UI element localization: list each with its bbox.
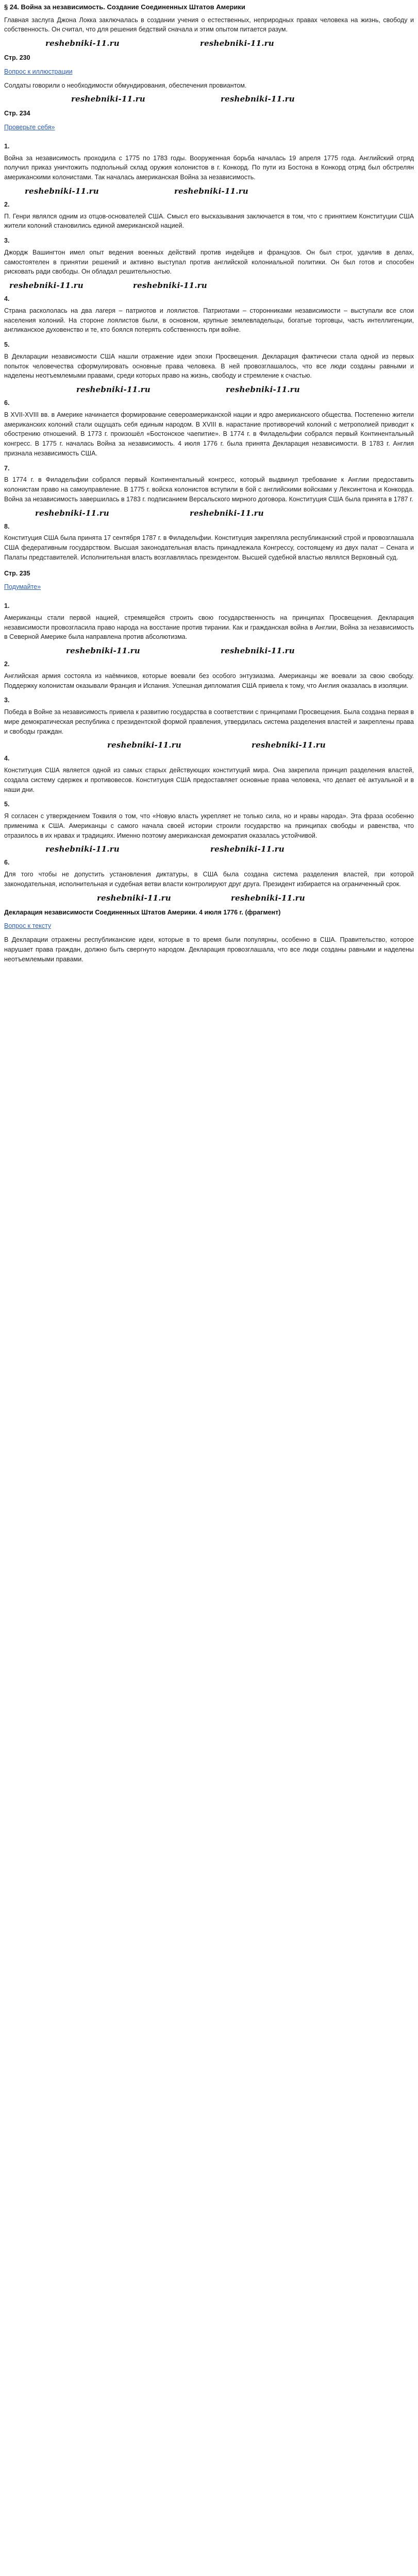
section-heading-235: Стр. 235 xyxy=(4,569,30,577)
answer-number: 7. xyxy=(4,464,10,472)
answer-item xyxy=(4,522,414,563)
answer-item xyxy=(4,464,414,504)
watermark-logo: reshebniki-11.ru xyxy=(200,39,274,48)
answer-item xyxy=(4,142,414,182)
think-number: 2. xyxy=(4,660,10,668)
document-heading: Декларация независимости Соединенных Штатов Америки. 4 июля 1776 г. (фрагмент) xyxy=(4,908,281,916)
illustration-question-link[interactable]: Вопрос к иллюстрации xyxy=(4,67,73,75)
think-number: 5. xyxy=(4,801,10,808)
think-number: 6. xyxy=(4,859,10,867)
think-item xyxy=(4,601,414,642)
answer-item xyxy=(4,200,414,231)
think-text: Я согласен с утверждением Токвиля о том, что «Новую власть укрепляет не только сила, но и нравы народа». Эта фраза особенно применима к США. Американцы с самого начала своей истории строили государство на принципах свободы и равенства, что отразилось в их нравах и традициях. Именно поэтому американская демократия оказалась устойчивой. xyxy=(4,812,414,839)
document-answer-text: В Декларации отражены республиканские идеи, которые в то время были популярны, особенно в США. Правительство, которое нарушает права граждан, должно быть свергнуто народом. Декларация провозглашала, что все люди созданы равными и наделены неотъемлемыми правами. xyxy=(4,936,414,963)
watermark-logo: reshebniki-11.ru xyxy=(226,385,300,394)
answer-text: Конституция США была принята 17 сентября 1787 г. в Филадельфии. Конституция закрепляла республиканский строй и провозглашала США федеративным государством. Высшая законодательная власть принадлежала Конгрессу, состоящему из двух палат – Сената и Палаты представителей. Исполнительная власть возглавлялась президентом. Высшей судебной властью являлся Верховный суд. xyxy=(4,534,414,561)
think-text: Конституция США является одной из самых старых действующих конституций мира. Она закрепила принцип разделения властей, создала систему сдержек и противовесов. Конституция США предоставляет основные права человека, что делает её актуальной и в наши дни. xyxy=(4,767,414,793)
watermark-row xyxy=(4,185,414,195)
watermark-logo: reshebniki-11.ru xyxy=(9,281,83,290)
answer-text-230: Солдаты говорили о необходимости обмундирования, обеспечения провиантом. xyxy=(4,81,247,89)
think-text: Победа в Войне за независимость привела к развитию государства в соответствии с принципами Просвещения. Была создана первая в мире демократическая республика с президентской формой правления, утвердилась система разделения властей и закреплены права и свободы граждан. xyxy=(4,708,414,735)
answer-number: 8. xyxy=(4,522,10,530)
watermark-logo: reshebniki-11.ru xyxy=(97,893,171,903)
think-item xyxy=(4,858,414,889)
watermark-logo: reshebniki-11.ru xyxy=(107,740,181,750)
watermark-row xyxy=(4,739,414,749)
watermark-logo: reshebniki-11.ru xyxy=(76,385,151,394)
watermark-row xyxy=(4,645,414,654)
page xyxy=(0,0,418,977)
think-link[interactable]: Подумайте» xyxy=(4,583,41,591)
page-title: § 24. Война за независимость. Создание Соединенных Штатов Америки xyxy=(4,3,245,11)
watermark-logo: reshebniki-11.ru xyxy=(45,39,120,48)
think-text: Американцы стали первой нацией, стремящейся строить свою государственность на принципах Просвещения. Декларация независимости провозгласила право народа на восстание против тирании. Как и гражданская война в Англии, Война за независимость в Северной Америке была направлена против абсолютизма. xyxy=(4,614,414,641)
think-item xyxy=(4,659,414,690)
watermark-logo: reshebniki-11.ru xyxy=(174,186,248,196)
answer-item xyxy=(4,398,414,459)
answer-item xyxy=(4,340,414,381)
think-number: 3. xyxy=(4,697,10,704)
watermark-row xyxy=(4,93,414,103)
answers-list xyxy=(4,142,414,563)
watermark-logo: reshebniki-11.ru xyxy=(133,281,207,290)
answer-number: 6. xyxy=(4,399,10,406)
answer-number: 2. xyxy=(4,200,10,208)
think-item xyxy=(4,754,414,794)
watermark-logo: reshebniki-11.ru xyxy=(25,186,99,196)
answer-number: 3. xyxy=(4,237,10,244)
watermark-logo: reshebniki-11.ru xyxy=(66,646,140,655)
answer-number: 5. xyxy=(4,341,10,348)
answer-item xyxy=(4,236,414,277)
watermark-logo: reshebniki-11.ru xyxy=(35,508,109,518)
think-item xyxy=(4,800,414,840)
answer-text: В 1774 г. в Филадельфии собрался первый Континентальный конгресс, который выдвинул требование к Англии предоставить колонистам право на самоуправление. В 1775 г. войска колонистов вступили в бой с английскими войсками у Лексингтона и Конкорда. Война за независимость завершилась в 1783 г. подписанием Версальского мирного договора. Конституция США была принята в 1787 г. xyxy=(4,476,414,503)
think-list xyxy=(4,601,414,889)
think-number: 4. xyxy=(4,755,10,762)
watermark-row xyxy=(4,507,414,517)
intro-paragraph: Главная заслуга Джона Локка заключалась в создании учения о естественных, неприродных правах человека на жизнь, свободу и собственность. Он считал, что для решения бедствий сначала и этим опытом питается разум. xyxy=(4,16,414,33)
answer-number: 4. xyxy=(4,295,10,302)
watermark-logo: reshebniki-11.ru xyxy=(231,893,305,903)
answer-number: 1. xyxy=(4,142,10,150)
check-yourself-link[interactable]: Проверьте себя» xyxy=(4,124,55,131)
text-question-link[interactable]: Вопрос к тексту xyxy=(4,922,52,930)
watermark-logo: reshebniki-11.ru xyxy=(210,844,285,854)
watermark-row xyxy=(4,280,414,289)
section-heading-230: Стр. 230 xyxy=(4,54,30,61)
answer-text: В XVII-XVIII вв. в Америке начинается формирование североамериканской нации и ядро американского общества. Постепенно жители американских колоний стали ощущать себя единым народом. В XVIII в. нарастание противоречий колоний с метрополией приводит к обострению отношений. В 1773 г. произошёл «Бостонское чаепитие». В 1774 г. в Филадельфии собрался первый Континентальный конгресс. В 1775 г. началась Война за независимость. 4 июля 1776 г. была принята Декларация независимости. В 1783 г. Англия признала независимость США. xyxy=(4,411,414,457)
answer-text: Джордж Вашингтон имел опыт ведения военных действий против индейцев и французов. Он был строг, удачлив в делах, самостоятелен в принятии решений и активно выступал против английской колониальной политики. Он был готов и способен рисковать ради свободы. Он обладал решительностью. xyxy=(4,248,414,276)
answer-text: Страна раскололась на два лагеря – патриотов и лоялистов. Патриотами – сторонниками независимости – выступали все слои населения колоний. На стороне лоялистов были, в основном, крупные землевладельцы, богатые торговцы, часть интеллигенции, англиканское духовенство и те, кто боялся потерять собственность при войне. xyxy=(4,307,414,334)
watermark-logo: reshebniki-11.ru xyxy=(71,94,145,104)
think-text: Для того чтобы не допустить установления диктатуры, в США была создана система разделения властей, при которой законодательная, исполнительная и судебная ветви власти контролируют друг друга. Президент избирается на ограниченный срок. xyxy=(4,871,414,888)
watermark-row xyxy=(4,38,414,47)
answer-text: П. Генри являлся одним из отцов-основателей США. Смысл его высказывания заключается в том, что с принятием Конституции США жители колоний становились единой американской нацией. xyxy=(4,212,414,230)
watermark-logo: reshebniki-11.ru xyxy=(221,94,295,104)
think-number: 1. xyxy=(4,602,10,609)
watermark-logo: reshebniki-11.ru xyxy=(45,844,120,854)
answer-item xyxy=(4,294,414,335)
think-text: Английская армия состояла из наёмников, которые воевали без особого энтузиазма. Американцы же воевали за свою свободу. Поддержку колонистам оказывали Франция и Испания. Успешная дипломатия США привела к тому, что Англия оказалась в изоляции. xyxy=(4,672,414,689)
watermark-logo: reshebniki-11.ru xyxy=(221,646,295,655)
watermark-row xyxy=(4,843,414,853)
watermark-logo: reshebniki-11.ru xyxy=(252,740,326,750)
watermark-row xyxy=(4,384,414,393)
section-heading-234: Стр. 234 xyxy=(4,110,30,117)
answer-text: Война за независимость проходила с 1775 по 1783 годы. Вооруженная борьба началась 19 апреля 1775 года. Английский отряд получил приказ уничтожить подпольный склад оружия колонистов в г. Конкорд. По пути из Бостона в Конкорд отряд был обстрелян американскими колонистами. Так началась американская Война за независимость. xyxy=(4,154,414,181)
answer-text: В Декларации независимости США нашли отражение идеи эпохи Просвещения. Декларация фактически стала одной из первых попыток человечества сформулировать основные права человека. В ней провозглашалось, что все люди созданы равными и наделены неотъемлемыми правами, среди которых право на жизнь, свободу и стремление к счастью. xyxy=(4,352,414,380)
think-item xyxy=(4,696,414,736)
watermark-row xyxy=(4,892,414,902)
watermark-logo: reshebniki-11.ru xyxy=(190,508,264,518)
